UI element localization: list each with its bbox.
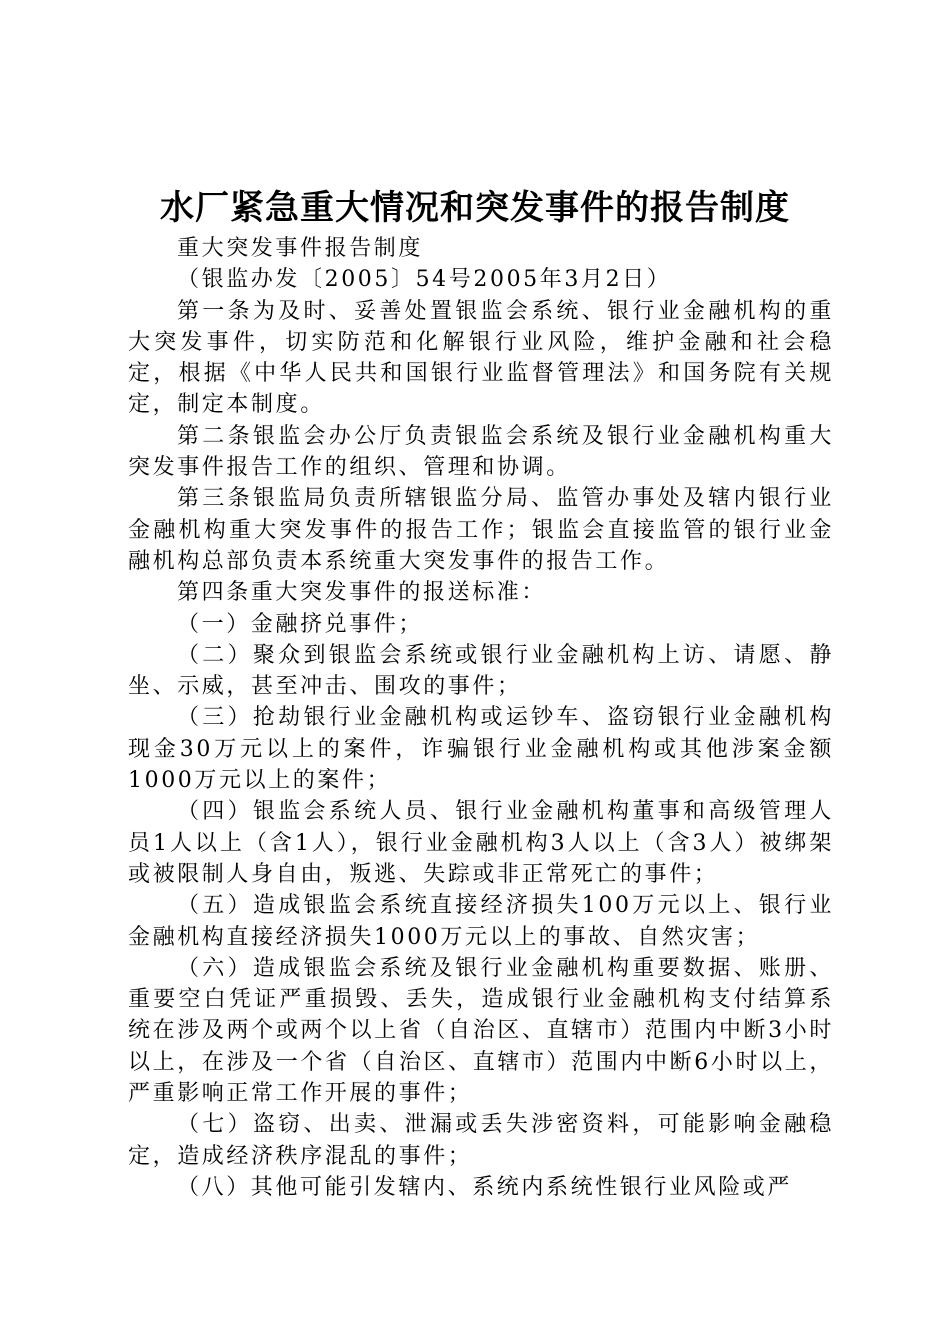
list-item-5: （五）造成银监会系统直接经济损失100万元以上、银行业金融机构直接经济损失1000万元以上的事故、自然灾害； [128, 893, 834, 950]
article-3-paragraph: 第三条银监局负责所辖银监分局、监管办事处及辖内银行业金融机构重大突发事件的报告工作；银监会直接监管的银行业金融机构总部负责本系统重大突发事件的报告工作。 [128, 486, 834, 574]
list-item-4: （四）银监会系统人员、银行业金融机构董事和高级管理人员1人以上（含1人），银行业金融机构3人以上（含3人）被绑架或被限制人身自由，叛逃、失踪或非正常死亡的事件； [128, 799, 834, 887]
list-item-1: （一）金融挤兑事件； [177, 611, 424, 637]
list-item-2: （二）聚众到银监会系统或银行业金融机构上访、请愿、静坐、示威，甚至冲击、围攻的事件； [128, 642, 834, 700]
document-body [128, 233, 834, 1203]
list-item-3: （三）抢劫银行业金融机构或运钞车、盗窃银行业金融机构现金30万元以上的案件，诈骗银行业金融机构或其他涉案金额1000万元以上的案件； [128, 705, 834, 794]
article-1-paragraph: 第一条为及时、妥善处置银监会系统、银行业金融机构的重大突发事件，切实防范和化解银行业风险，维护金融和社会稳定，根据《中华人民共和国银行业监督管理法》和国务院有关规定，制定本制度。 [128, 298, 834, 418]
article-2-paragraph: 第二条银监会办公厅负责银监会系统及银行业金融机构重大突发事件报告工作的组织、管理和协调。 [128, 423, 834, 481]
document-number-paragraph: （银监办发〔2005〕54号2005年3月2日） [177, 267, 672, 293]
list-item-8: （八）其他可能引发辖内、系统内系统性银行业风险或严 [177, 1174, 793, 1200]
subtitle-paragraph: 重大突发事件报告制度 [177, 236, 424, 261]
list-item-6: （六）造成银监会系统及银行业金融机构重要数据、账册、重要空白凭证严重损毁、丢失，造成银行业金融机构支付结算系统在涉及两个或两个以上省（自治区、直辖市）范围内中断3小时以上，在涉及一个省（自治区、直辖市）范围内中断6小时以上，严重影响正常工作开展的事件； [128, 955, 834, 1107]
list-item-7: （七）盗窃、出卖、泄漏或丢失涉密资料，可能影响金融稳定，造成经济秩序混乱的事件； [128, 1112, 834, 1169]
article-4-paragraph: 第四条重大突发事件的报送标准： [177, 580, 547, 606]
document-title: 水厂紧急重大情况和突发事件的报告制度 [160, 188, 790, 228]
